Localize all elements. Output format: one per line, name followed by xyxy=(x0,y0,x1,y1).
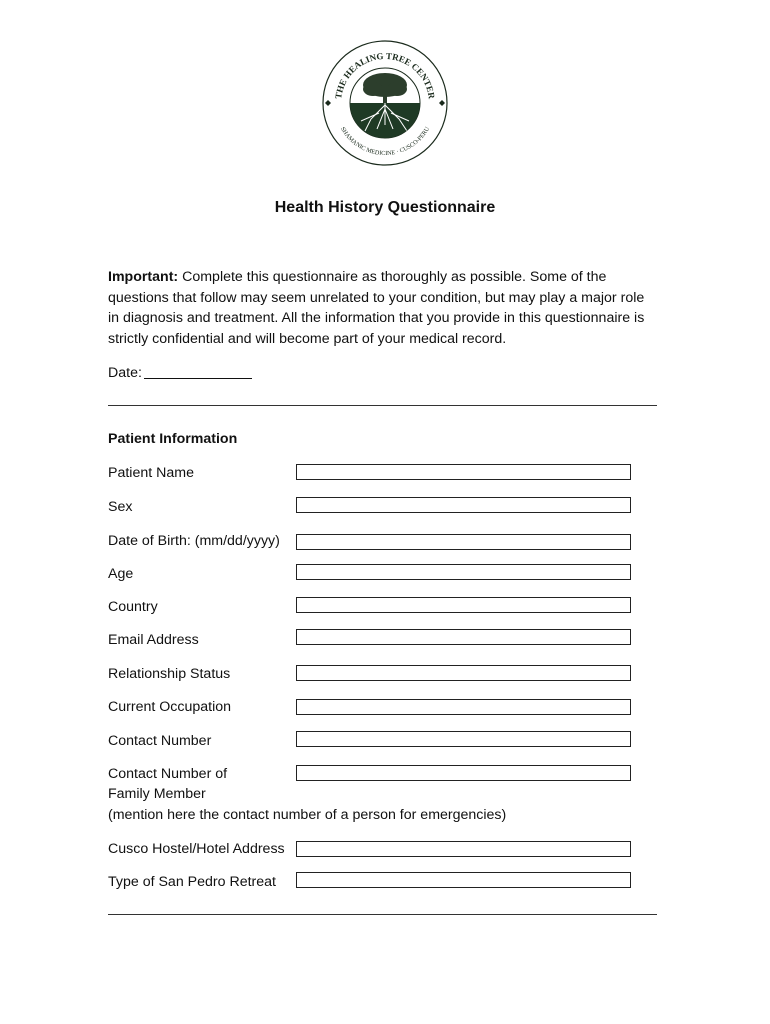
healing-tree-center-logo xyxy=(321,39,449,167)
page-title: Health History Questionnaire xyxy=(274,199,496,216)
field-label-contact-number: Contact Number xyxy=(108,733,212,749)
important-label: Important: xyxy=(108,269,179,285)
date-of-birth-input[interactable] xyxy=(296,534,631,550)
field-label-occupation: Current Occupation xyxy=(108,699,232,715)
field-label-patient-name: Patient Name xyxy=(108,465,194,481)
occupation-input[interactable] xyxy=(296,699,631,715)
intro-text: Complete this questionnaire as thoroughly as possible. Some of the questions that follow may seem unrelated to your condition, but may play a major role in diagnosis and treatment. All the information that you provide in this questionnaire is strictly confidential and will become part of your medical record. xyxy=(108,269,645,347)
field-label-family-contact-line2: Family Member xyxy=(108,786,206,802)
svg-text:THE HEALING TREE CENTER: THE HEALING TREE CENTER xyxy=(333,50,437,100)
patient-name-input[interactable] xyxy=(296,464,631,480)
field-label-email: Email Address xyxy=(108,632,199,648)
field-label-country: Country xyxy=(108,599,158,615)
family-contact-number-input[interactable] xyxy=(296,765,631,781)
field-label-dob: Date of Birth: (mm/dd/yyyy) xyxy=(108,533,280,549)
field-label-age: Age xyxy=(108,566,134,582)
date-label: Date: xyxy=(108,365,142,381)
field-label-family-contact: Contact Number of xyxy=(108,766,228,782)
section-heading: Patient Information xyxy=(108,431,238,447)
contact-number-input[interactable] xyxy=(296,731,631,747)
relationship-status-input[interactable] xyxy=(296,665,631,681)
emergency-note: (mention here the contact number of a person for emergencies) xyxy=(108,807,507,823)
field-label-relationship: Relationship Status xyxy=(108,666,231,682)
field-label-sex: Sex xyxy=(108,499,133,515)
date-row xyxy=(108,364,252,381)
intro-paragraph xyxy=(108,267,656,349)
svg-text:SHAMANIC MEDICINE · CUSCO-PERU: SHAMANIC MEDICINE · CUSCO-PERU xyxy=(338,125,432,158)
country-input[interactable] xyxy=(296,597,631,613)
email-input[interactable] xyxy=(296,629,631,645)
retreat-type-input[interactable] xyxy=(296,872,631,888)
age-input[interactable] xyxy=(296,564,631,580)
sex-input[interactable] xyxy=(296,497,631,513)
hotel-address-input[interactable] xyxy=(296,841,631,857)
date-field[interactable] xyxy=(144,364,252,379)
field-label-hotel-address: Cusco Hostel/Hotel Address xyxy=(108,841,285,857)
divider-top xyxy=(108,405,657,406)
divider-bottom xyxy=(108,914,657,915)
field-label-retreat-type: Type of San Pedro Retreat xyxy=(108,874,276,890)
